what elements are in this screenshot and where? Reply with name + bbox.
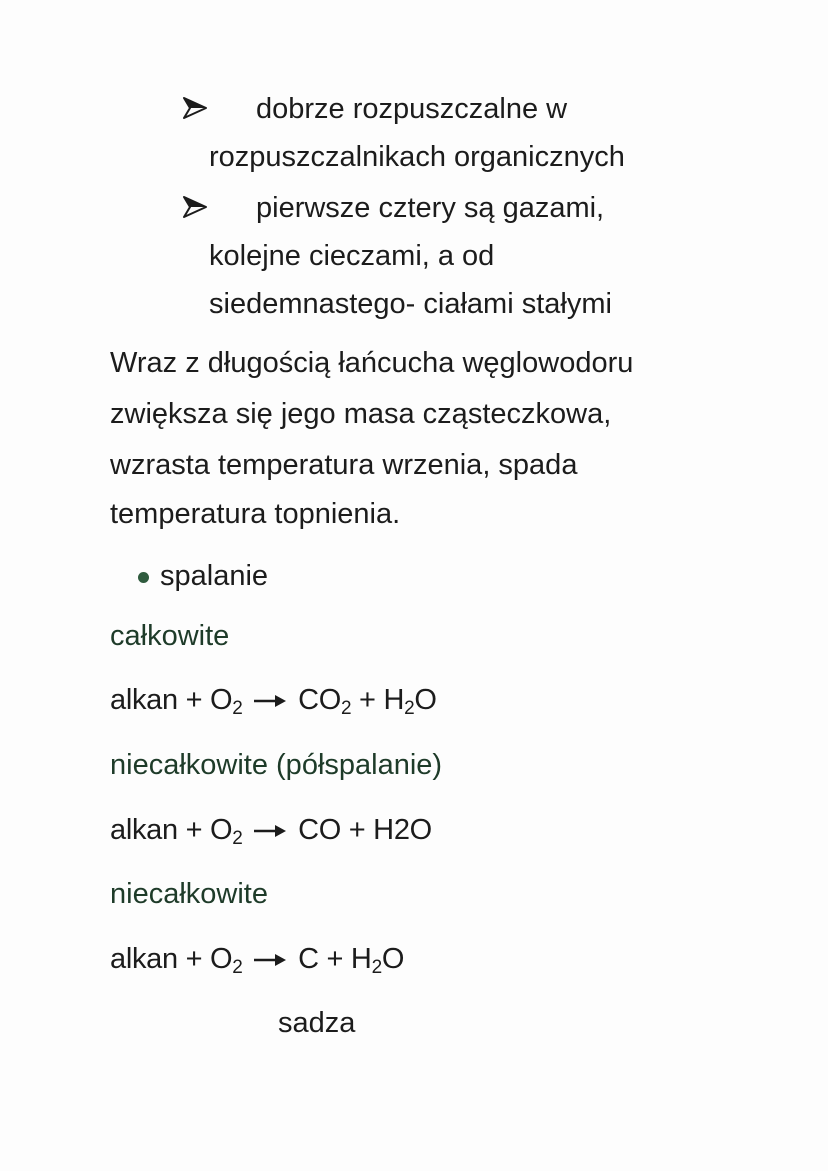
product-carbon: C <box>298 943 319 975</box>
section-3-heading: niecałkowite <box>110 878 268 910</box>
subscript: 2 <box>232 828 243 849</box>
paragraph-line-1: Wraz z długością łańcucha węglowodoru <box>110 347 634 379</box>
reactant-alkan: alkan <box>110 943 178 975</box>
reactant-oxygen: O <box>210 684 233 716</box>
product-water: $H_2O$ <box>350 943 405 978</box>
reaction-arrow-icon <box>250 942 290 976</box>
product-carbon-dioxide: CO <box>298 684 341 716</box>
bullet-1-line-1: dobrze rozpuszczalne w <box>256 93 568 125</box>
reactant-alkan: alkan <box>110 684 178 716</box>
subscript: 2 <box>341 698 352 719</box>
reactant-alkan: alkan <box>110 814 178 846</box>
plus-sign: + <box>348 814 366 846</box>
arrowhead-bullet-icon <box>182 196 208 218</box>
paragraph-line-4: temperatura topnienia. <box>110 498 401 530</box>
reaction-arrow-icon <box>250 813 290 847</box>
product-water: $H_2O$ <box>383 684 437 719</box>
plus-sign: + <box>185 814 203 846</box>
product-carbon-monoxide: CO <box>298 814 341 846</box>
section-2-heading: niecałkowite (półspalanie) <box>110 749 443 781</box>
bullet-1-line-2: rozpuszczalnikach organicznych <box>209 141 625 173</box>
bullet-2-line-2: kolejne cieczami, a od <box>209 240 495 272</box>
note-soot: sadza <box>278 1007 356 1039</box>
subscript: 2 <box>232 957 243 978</box>
bullet-2-line-3: siedemnastego- ciałami stałymi <box>209 288 612 320</box>
subscript: 2 <box>232 698 243 719</box>
arrowhead-bullet-icon <box>182 97 208 119</box>
paragraph-line-3: wzrasta temperatura wrzenia, spada <box>110 449 578 481</box>
equation-incomplete-combustion-co <box>110 813 432 856</box>
paragraph-line-2: zwiększa się jego masa cząsteczkowa, <box>110 398 612 430</box>
product-water: H2O <box>373 814 432 846</box>
plus-sign: + <box>326 943 344 975</box>
reactant-oxygen: O <box>210 814 233 846</box>
plus-sign: + <box>359 684 376 716</box>
round-bullet-icon <box>138 572 149 583</box>
equation-incomplete-combustion-soot <box>110 942 404 985</box>
reactant-oxygen: O <box>210 943 233 975</box>
plus-sign: + <box>185 684 203 716</box>
section-1-heading: całkowite <box>110 620 230 652</box>
section-bullet-label: spalanie <box>160 560 269 592</box>
bullet-2-line-1: pierwsze cztery są gazami, <box>256 192 605 224</box>
equation-complete-combustion <box>110 683 437 726</box>
reaction-arrow-icon <box>250 683 290 717</box>
plus-sign: + <box>185 943 203 975</box>
